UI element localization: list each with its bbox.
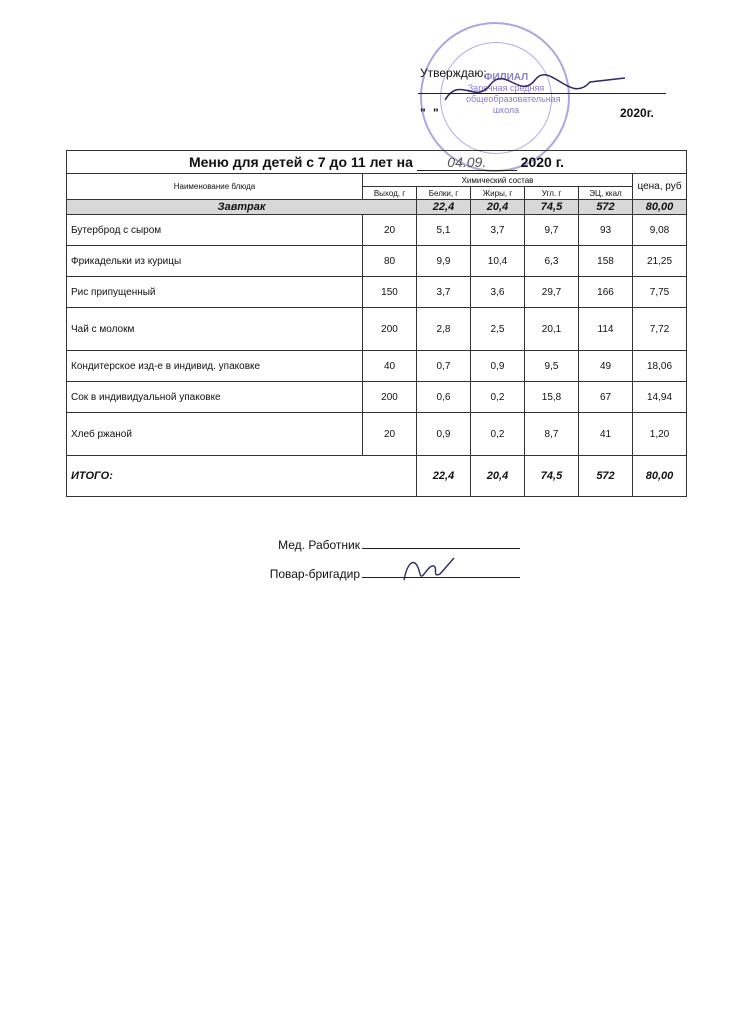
total-row	[67, 456, 687, 497]
medic-signature-line	[362, 548, 520, 549]
section-price: 80,00	[633, 200, 687, 215]
dish-kcal: 67	[579, 382, 633, 413]
dish-carb: 29,7	[525, 277, 579, 308]
dish-name: Чай с молокм	[67, 308, 363, 351]
dish-name: Хлеб ржаной	[67, 413, 363, 456]
table-row	[67, 351, 687, 382]
stamp-line-2: Заречная средняя	[467, 83, 545, 93]
dish-protein: 0,7	[417, 351, 471, 382]
table-row	[67, 215, 687, 246]
header-out: Выход, г	[363, 187, 417, 200]
dish-carb: 9,5	[525, 351, 579, 382]
dish-price: 1,20	[633, 413, 687, 456]
header-protein: Белки, г	[417, 187, 471, 200]
dish-protein: 2,8	[417, 308, 471, 351]
stamp-line-3: общеобразовательная школа	[466, 94, 561, 115]
table-row	[67, 246, 687, 277]
dish-carb: 8,7	[525, 413, 579, 456]
title-date: 04.09.	[417, 154, 517, 171]
dish-price: 21,25	[633, 246, 687, 277]
dish-name: Фрикадельки из курицы	[67, 246, 363, 277]
cook-label: Повар-бригадир	[269, 567, 360, 581]
dish-fat: 3,7	[471, 215, 525, 246]
dish-out: 150	[363, 277, 417, 308]
dish-carb: 15,8	[525, 382, 579, 413]
section-protein: 22,4	[417, 200, 471, 215]
director-signature	[440, 70, 640, 110]
dish-kcal: 166	[579, 277, 633, 308]
approve-date-quotes: " "	[420, 106, 441, 120]
header-price: цена, руб	[633, 174, 687, 200]
dish-out: 20	[363, 413, 417, 456]
dish-price: 9,08	[633, 215, 687, 246]
header-fat: Жиры, г	[471, 187, 525, 200]
section-row	[67, 200, 687, 215]
dish-out: 200	[363, 382, 417, 413]
dish-protein: 5,1	[417, 215, 471, 246]
header-kcal: ЭЦ, ккал	[579, 187, 633, 200]
medic-label: Мед. Работник	[278, 538, 360, 552]
title-suffix: 2020 г.	[520, 153, 565, 170]
dish-carb: 6,3	[525, 246, 579, 277]
total-protein: 22,4	[417, 456, 471, 497]
dish-protein: 0,6	[417, 382, 471, 413]
stamp-line-1: ФИЛИАЛ	[483, 72, 529, 83]
dish-kcal: 41	[579, 413, 633, 456]
dish-kcal: 49	[579, 351, 633, 382]
approve-signature-line	[418, 93, 666, 94]
title-row	[67, 151, 687, 174]
total-kcal: 572	[579, 456, 633, 497]
table-row	[67, 413, 687, 456]
dish-out: 40	[363, 351, 417, 382]
dish-fat: 2,5	[471, 308, 525, 351]
table-row	[67, 308, 687, 351]
dish-kcal: 93	[579, 215, 633, 246]
section-label: Завтрак	[67, 200, 417, 215]
header-chem: Химический состав	[363, 174, 633, 187]
dish-price: 7,72	[633, 308, 687, 351]
total-price: 80,00	[633, 456, 687, 497]
table-title	[67, 151, 687, 174]
table-row	[67, 277, 687, 308]
dish-price: 14,94	[633, 382, 687, 413]
section-carb: 74,5	[525, 200, 579, 215]
dish-fat: 10,4	[471, 246, 525, 277]
cook-signature	[398, 552, 458, 586]
header-carb: Угл. г	[525, 187, 579, 200]
total-carb: 74,5	[525, 456, 579, 497]
dish-out: 20	[363, 215, 417, 246]
dish-protein: 3,7	[417, 277, 471, 308]
dish-kcal: 114	[579, 308, 633, 351]
table-row	[67, 382, 687, 413]
header-name: Наименование блюда	[67, 174, 363, 200]
approve-label: Утверждаю:	[420, 66, 487, 80]
dish-name: Сок в индивидуальной упаковке	[67, 382, 363, 413]
dish-protein: 0,9	[417, 413, 471, 456]
dish-price: 18,06	[633, 351, 687, 382]
menu-table	[66, 150, 687, 497]
dish-price: 7,75	[633, 277, 687, 308]
dish-name: Кондитерское изд-е в индивид. упаковке	[67, 351, 363, 382]
dish-carb: 20,1	[525, 308, 579, 351]
title-prefix: Меню для детей с 7 до 11 лет на	[188, 153, 413, 170]
dish-name: Бутерброд с сыром	[67, 215, 363, 246]
approve-year: 2020г.	[620, 106, 654, 120]
dish-protein: 9,9	[417, 246, 471, 277]
total-label: ИТОГО:	[67, 456, 417, 497]
dish-name: Рис припущенный	[67, 277, 363, 308]
dish-fat: 0,9	[471, 351, 525, 382]
dish-fat: 0,2	[471, 382, 525, 413]
dish-fat: 3,6	[471, 277, 525, 308]
header-row-1	[67, 174, 687, 187]
dish-kcal: 158	[579, 246, 633, 277]
section-fat: 20,4	[471, 200, 525, 215]
dish-out: 200	[363, 308, 417, 351]
dish-out: 80	[363, 246, 417, 277]
total-fat: 20,4	[471, 456, 525, 497]
section-kcal: 572	[579, 200, 633, 215]
dish-carb: 9,7	[525, 215, 579, 246]
dish-fat: 0,2	[471, 413, 525, 456]
